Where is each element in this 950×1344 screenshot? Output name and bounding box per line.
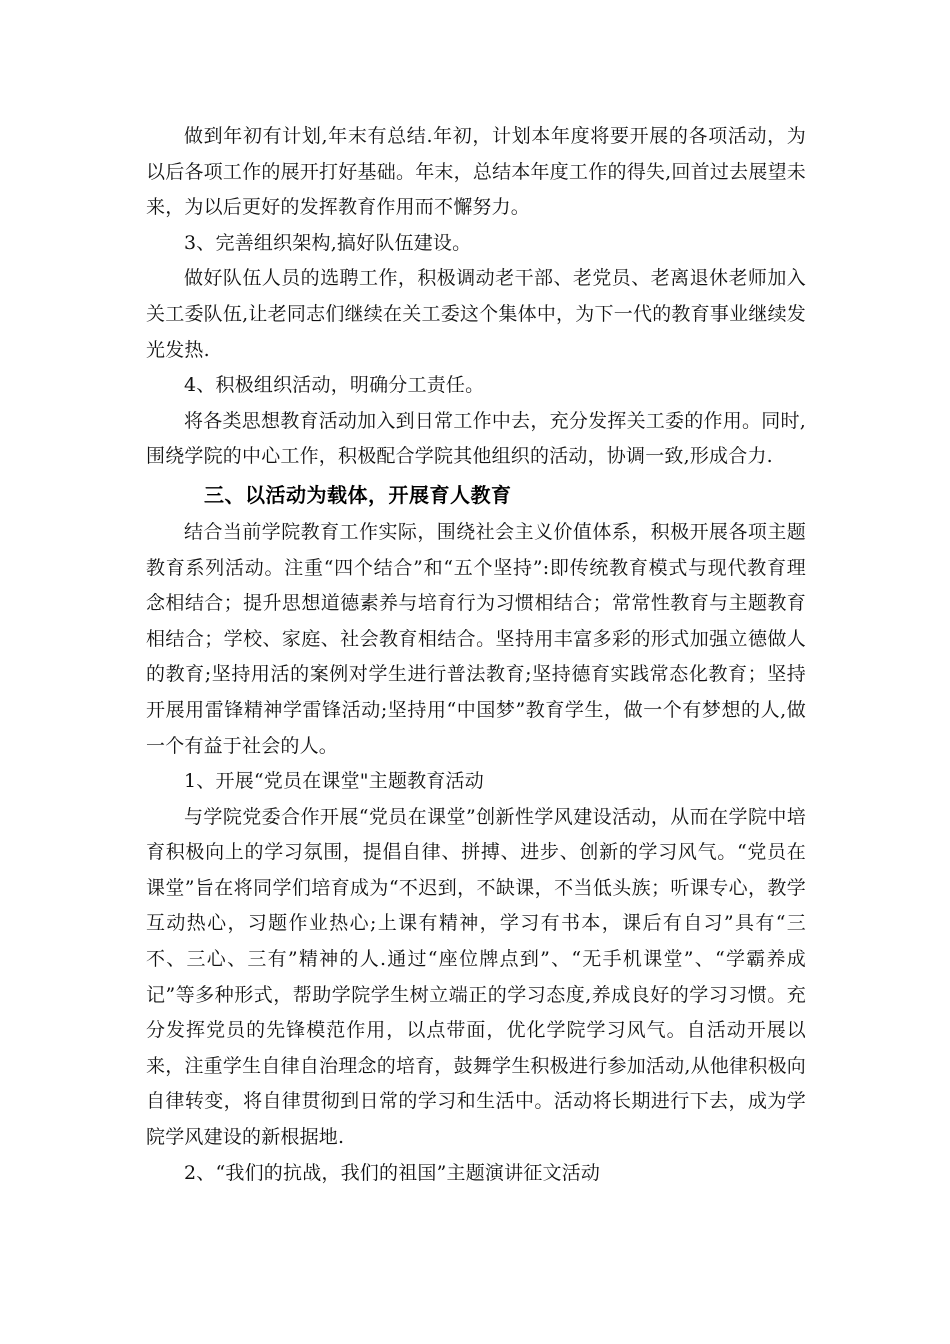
document-body [146, 119, 806, 1191]
paragraph: 与学院党委合作开展“党员在课堂”创新性学风建设活动，从而在学院中培育积极向上的学习氛围，提倡自律、拼搏、进步、创新的学习风气。“党员在课堂”旨在将同学们培育成为“不迟到，不缺课，不当低头族；听课专心，教学互动热心，习题作业热心;上课有精神，学习有书本，课后有自习”具有“三不、三心、三有”精神的人.通过“座位牌点到”、“无手机课堂”、“学霸养成记”等多种形式，帮助学院学生树立端正的学习态度,养成良好的学习习惯。充分发挥党员的先锋模范作用，以点带面，优化学院学习风气。自活动开展以来，注重学生自律自治理念的培育，鼓舞学生积极进行参加活动,从他律积极向自律转变，将自律贯彻到日常的学习和生活中。活动将长期进行下去，成为学院学风建设的新根据地. [146, 805, 806, 1149]
paragraph: 结合当前学院教育工作实际，围绕社会主义价值体系，积极开展各项主题教育系列活动。注重“四个结合”和“五个坚持”:即传统教育模式与现代教育理念相结合；提升思想道德素养与培育行为习惯相结合；常常性教育与主题教育相结合；学校、家庭、社会教育相结合。坚持用丰富多彩的形式加强立德做人的教育;坚持用活的案例对学生进行普法教育;坚持德育实践常态化教育；坚持开展用雷锋精神学雷锋活动;坚持用“中国梦”教育学生，做一个有梦想的人,做一个有益于社会的人。 [146, 520, 806, 757]
list-item-heading: 2、“我们的抗战，我们的祖国”主题演讲征文活动 [184, 1161, 601, 1184]
paragraph: 做好队伍人员的选聘工作，积极调动老干部、老党员、老离退休老师加入关工委队伍,让老同志们继续在关工委这个集体中，为下一代的教育事业继续发光发热. [146, 267, 806, 361]
list-item-heading: 3、完善组织架构,搞好队伍建设。 [184, 231, 472, 254]
section-heading: 三、以活动为载体，开展育人教育 [204, 482, 512, 507]
paragraph: 做到年初有计划,年末有总结.年初，计划本年度将要开展的各项活动，为以后各项工作的展开打好基础。年末，总结本年度工作的得失,回首过去展望未来，为以后更好的发挥教育作用而不懈努力。 [146, 125, 806, 219]
paragraph: 将各类思想教育活动加入到日常工作中去，充分发挥关工委的作用。同时,围绕学院的中心工作，积极配合学院其他组织的活动，协调一致,形成合力. [146, 409, 806, 468]
list-item-heading: 4、积极组织活动，明确分工责任。 [184, 374, 485, 397]
list-item-heading: 1、开展“党员在课堂"主题教育活动 [184, 770, 484, 793]
